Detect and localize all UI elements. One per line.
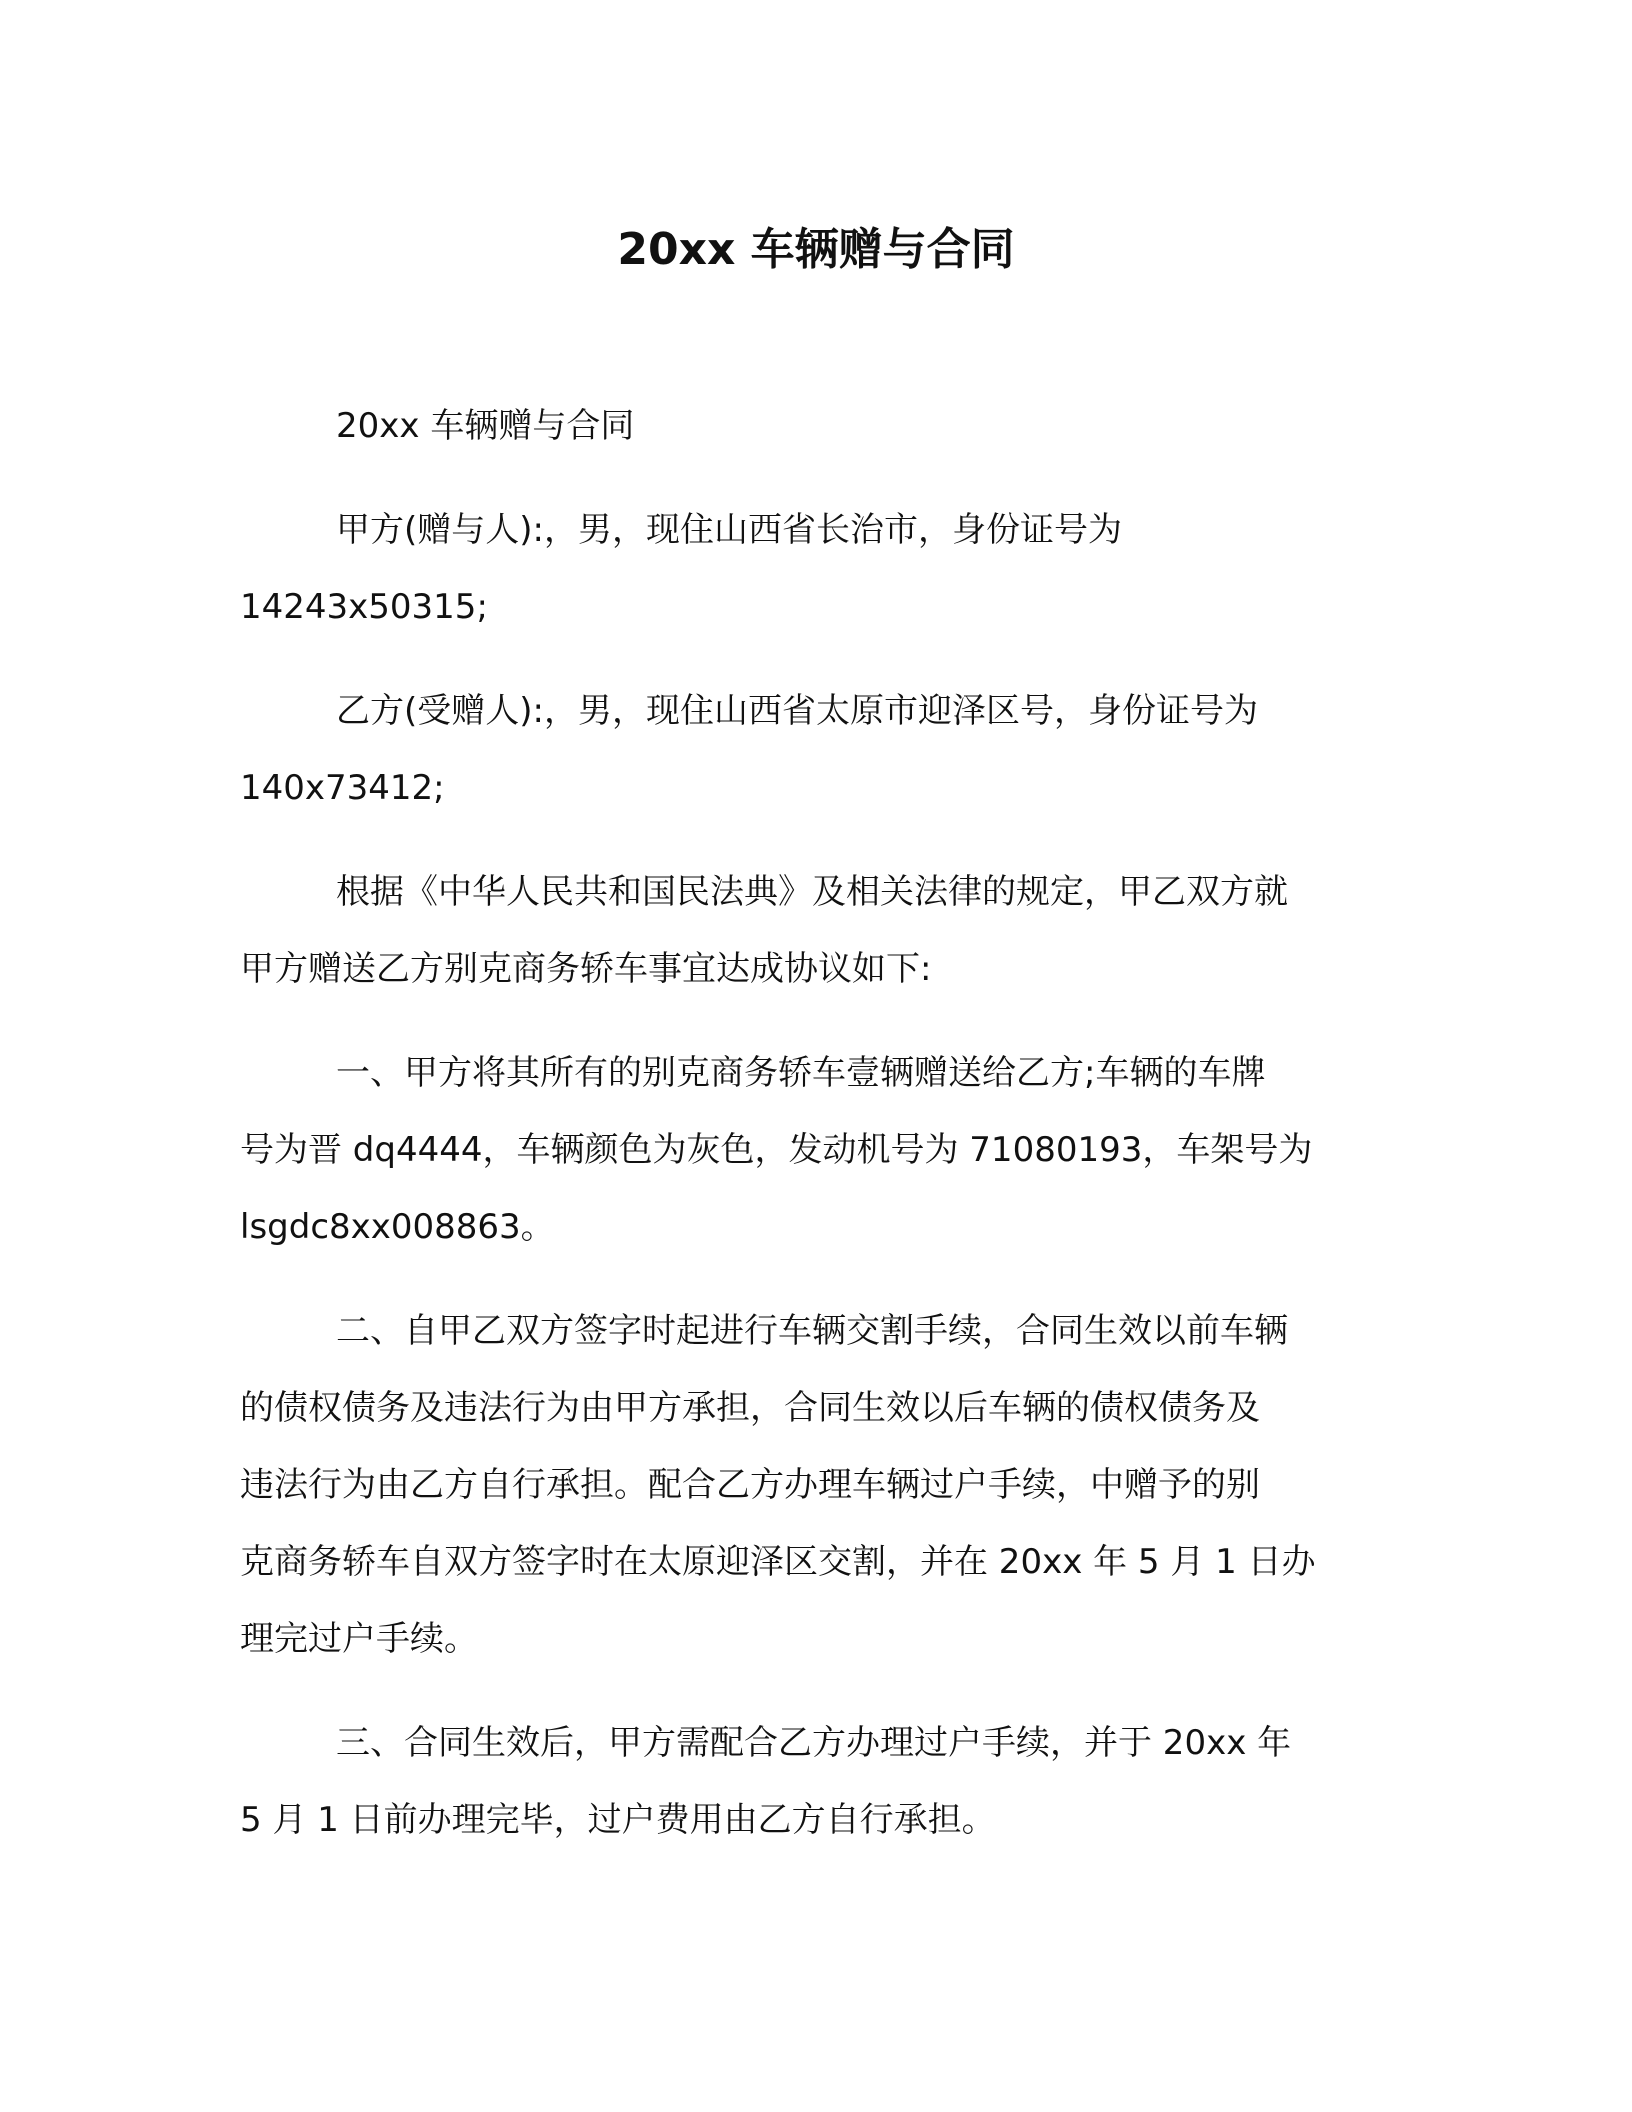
paragraph-line: 二、自甲乙双方签字时起进行车辆交割手续，合同生效以前车辆 [336,1311,1288,1351]
document-title: 20xx 车辆赠与合同 [617,224,1015,275]
paragraph-line: 甲方(赠与人):，男，现住山西省长治市，身份证号为 [336,510,1122,550]
paragraph-line: 14243x50315; [240,587,488,627]
paragraph-line: 号为晋 dq4444，车辆颜色为灰色，发动机号为 71080193，车架号为 [240,1130,1313,1170]
paragraph-line: 甲方赠送乙方别克商务轿车事宜达成协议如下: [240,949,932,989]
paragraph-party-a [240,492,1380,646]
paragraph-line: 根据《中华人民共和国民法典》及相关法律的规定，甲乙双方就 [336,872,1288,912]
paragraph-line: 理完过户手续。 [240,1619,478,1659]
paragraph-line: 违法行为由乙方自行承担。配合乙方办理车辆过户手续，中赠予的别 [240,1465,1260,1505]
paragraph-line: 一、甲方将其所有的别克商务轿车壹辆赠送给乙方;车辆的车牌 [336,1053,1266,1093]
paragraph-line: 三、合同生效后，甲方需配合乙方办理过户手续，并于 20xx 年 [336,1723,1292,1763]
paragraph-line: 20xx 车辆赠与合同 [336,406,635,446]
paragraph-line: lsgdc8xx008863。 [240,1207,555,1247]
paragraph-line: 乙方(受赠人):，男，现住山西省太原市迎泽区号，身份证号为 [336,691,1258,731]
paragraph-party-b [240,673,1380,827]
paragraph-line: 克商务轿车自双方签字时在太原迎泽区交割，并在 20xx 年 5 月 1 日办 [240,1542,1316,1582]
paragraph-basis [240,854,1380,1008]
paragraph-line: 140x73412; [240,768,445,808]
paragraph-heading [240,388,1380,465]
paragraph-clause-3 [240,1705,1380,1859]
paragraph-line: 的债权债务及违法行为由甲方承担，合同生效以后车辆的债权债务及 [240,1388,1260,1428]
paragraph-line: 5 月 1 日前办理完毕，过户费用由乙方自行承担。 [240,1800,996,1840]
paragraph-clause-2 [240,1293,1380,1678]
document-body [240,388,1380,1886]
paragraph-clause-1 [240,1035,1380,1266]
